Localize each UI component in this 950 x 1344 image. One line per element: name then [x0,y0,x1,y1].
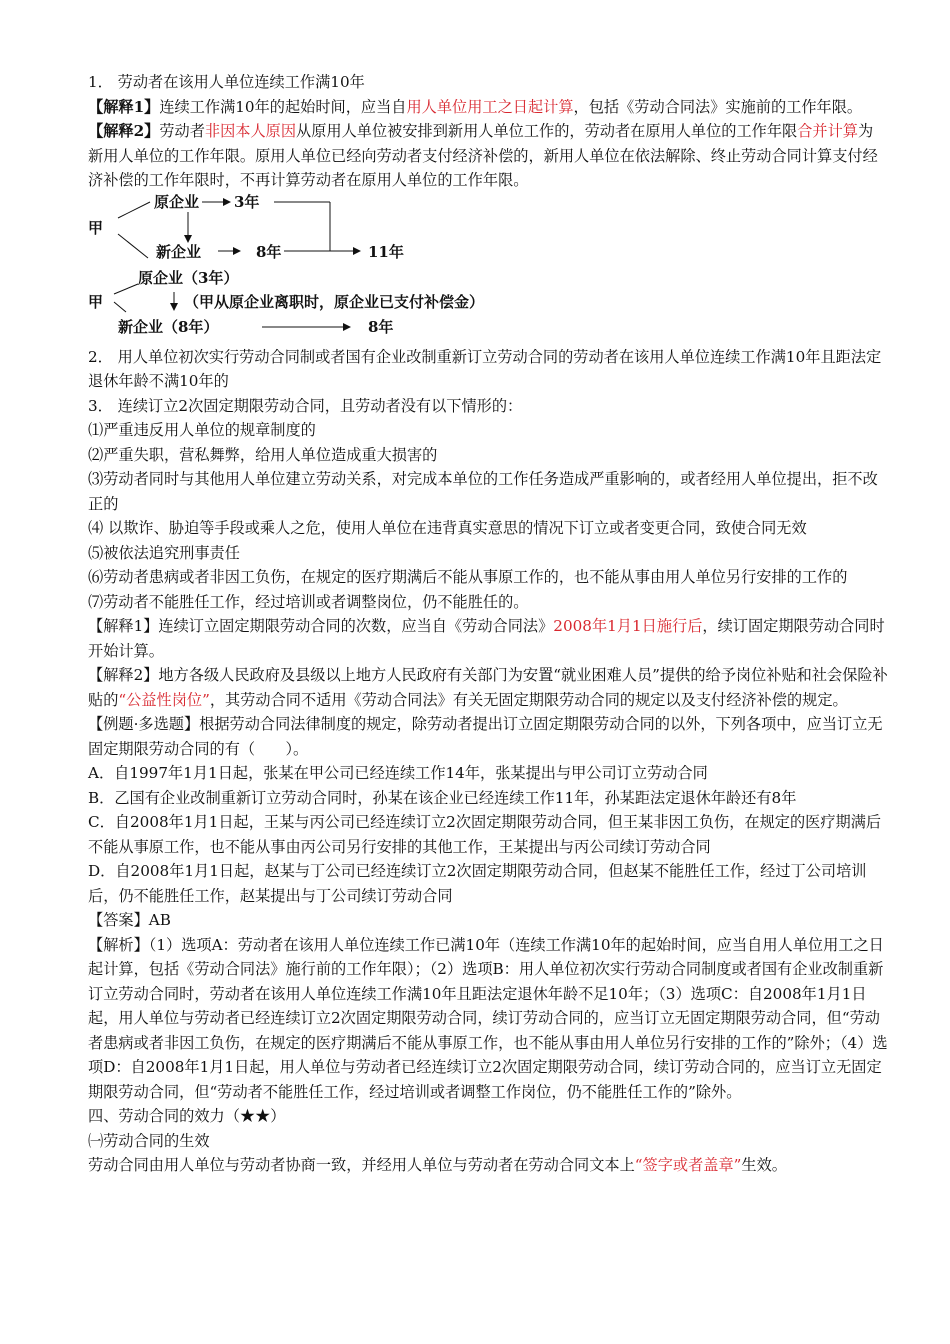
highlight: “签字或者盖章” [634,1156,742,1174]
branch-line [114,284,138,294]
years-11-label: 11年 [368,242,404,261]
option-d: D．自2008年1月1日起，赵某与丁公司已经连续订立2次固定期限劳动合同，但赵某不能胜任工作，经过丁公司培训后，仍不能胜任工作，赵某提出与丁公司续订劳动合同 [88,862,867,905]
old-company-3-label: 原企业（3年） [138,268,239,287]
highlight: 2008年1月1日施行后 [553,617,703,635]
highlight: 用人单位用工之日起计算 [406,97,574,116]
years-8b-label: 8年 [368,317,394,336]
condition-2: ⑵严重失职，营私舞弊，给用人单位造成重大损害的 [88,445,438,464]
option-a: A．自1997年1月1日起，张某在甲公司已经连续工作14年，张某提出与甲公司订立劳动合同 [88,764,708,782]
new-company-8-label: 新企业（8年） [118,317,219,336]
condition-3: ⑶劳动者同时与其他用人单位建立劳动关系，对完成本单位的工作任务造成严重影响的，或者经用人单位提出，拒不改正的 [88,470,878,513]
label: 【解释1】 [88,97,160,116]
label: 【解释1】 [88,617,159,635]
label: 【解析】 [88,935,149,954]
answer: 【答案】AB [88,911,171,929]
explanation-1: 【解释1】连续工作满10年的起始时间，应当自用人单位用工之日起计算，包括《劳动合同法》实施前的工作年限。 [88,97,863,116]
highlight: “公益性岗位” [118,690,210,709]
analysis: 【解析】（1）选项A：劳动者在该用人单位连续工作已满10年（连续工作满10年的起始时间，应当自用人单位用工之日起计算，包括《劳动合同法》施行前的工作年限）；（2）选项B：用人单位初次实行劳动合同制度或者国有企业改制重新订立劳动合同时，劳动者在该用人单位连续工作满10年且距法定退休年龄不足10年；（3）选项C：自2008年1月1日起，用人单位与劳动者已经连续订立2次固定期限劳动合同，续订劳动合同的，应当订立无固定期限劳动合同，但“劳动者患病或者非因工负伤，在规定的医疗期满后不能从事原工作，也不能从事由用人单位另行安排的工作的”除外；（4）选项D：自2008年1月1日起，用人单位与劳动者已经连续订立2次固定期限劳动合同，续订劳动合同的，应当订立无固定期限劳动合同，但“劳动者不能胜任工作，经过培训或者调整工作岗位，仍不能胜任工作的”除外。 [88,935,888,1101]
label: 【例题·多选题】 [88,715,200,733]
explanation-3: 【解释1】连续订立固定期限劳动合同的次数，应当自《劳动合同法》2008年1月1日施行后，续订固定期限劳动合同时开始计算。 [88,617,885,660]
years-3-label: 3年 [234,192,260,211]
effect-paragraph: 劳动合同由用人单位与劳动者协商一致，并经用人单位与劳动者在劳动合同文本上“签字或者盖章”生效。 [88,1156,787,1174]
highlight: 非因本人原因 [204,122,297,140]
years-8-label: 8年 [256,242,282,261]
subsection-heading: ㈠劳动合同的生效 [88,1131,210,1150]
condition-7: ⑺劳动者不能胜任工作，经过培训或者调整岗位，仍不能胜任的。 [88,592,529,611]
old-company-label: 原企业 [154,192,200,211]
condition-5: ⑸被依法追究刑事责任 [88,543,240,562]
document-page [88,70,888,1178]
highlight: 合并计算 [797,122,858,140]
example-question: 【例题·多选题】根据劳动合同法律制度的规定，除劳动者提出订立固定期限劳动合同的以外，下列各项中，应当订立无固定期限劳动合同的有（ ）。 [88,715,883,758]
label: 【解释2】 [88,666,159,684]
branch-line [114,302,126,312]
option-b: B．乙国有企业改制重新订立劳动合同时，孙某在该企业已经连续工作11年，孙某距法定退休年龄还有8年 [88,788,797,807]
work-years-diagram [88,192,888,344]
option-c: C．自2008年1月1日起，王某与丙公司已经连续订立2次固定期限劳动合同，但王某非因工负伤，在规定的医疗期满后不能从事原工作，也不能从事由丙公司另行安排的其他工作，王某提出与丙公司续订劳动合同 [88,813,882,856]
item-3: 3． 连续订立2次固定期限劳动合同，且劳动者没有以下情形的： [88,396,523,415]
item-2: 2． 用人单位初次实行劳动合同制或者国有企业改制重新订立劳动合同的劳动者在该用人单位连续工作满10年且距法定退休年龄不满10年的 [88,347,882,390]
note-label: （甲从原企业离职时，原企业已支付补偿金） [184,292,485,311]
condition-6: ⑹劳动者患病或者非因工负伤，在规定的医疗期满后不能从事原工作的，也不能从事由用人单位另行安排的工作的 [88,568,848,586]
jia-label: 甲 [88,218,104,237]
condition-1: ⑴严重违反用人单位的规章制度的 [88,421,316,439]
item-1: 1． 劳动者在该用人单位连续工作满10年 [88,73,365,91]
label: 【解释2】 [88,122,160,140]
branch-line [118,234,148,258]
explanation-4: 【解释2】地方各级人民政府及县级以上地方人民政府有关部门为安置“就业困难人员”提供的给予岗位补贴和社会保险补贴的“公益性岗位”，其劳动合同不适用《劳动合同法》有关无固定期限劳动合同的规定以及支付经济补偿的规定。 [88,666,888,709]
jia-label: 甲 [88,292,104,311]
explanation-2: 【解释2】劳动者非因本人原因从原用人单位被安排到新用人单位工作的，劳动者在原用人单位的工作年限合并计算为新用人单位的工作年限。原用人单位已经向劳动者支付经济补偿的，新用人单位在依法解除、终止劳动合同计算支付经济补偿的工作年限时，不再计算劳动者在原用人单位的工作年限。 [88,122,878,189]
condition-4: ⑷ 以欺诈、胁迫等手段或乘人之危，使用人单位在违背真实意思的情况下订立或者变更合同，致使合同无效 [88,519,807,537]
section-heading: 四、劳动合同的效力（★★） [88,1107,286,1125]
new-company-label: 新企业 [156,242,202,261]
branch-line [118,202,150,218]
